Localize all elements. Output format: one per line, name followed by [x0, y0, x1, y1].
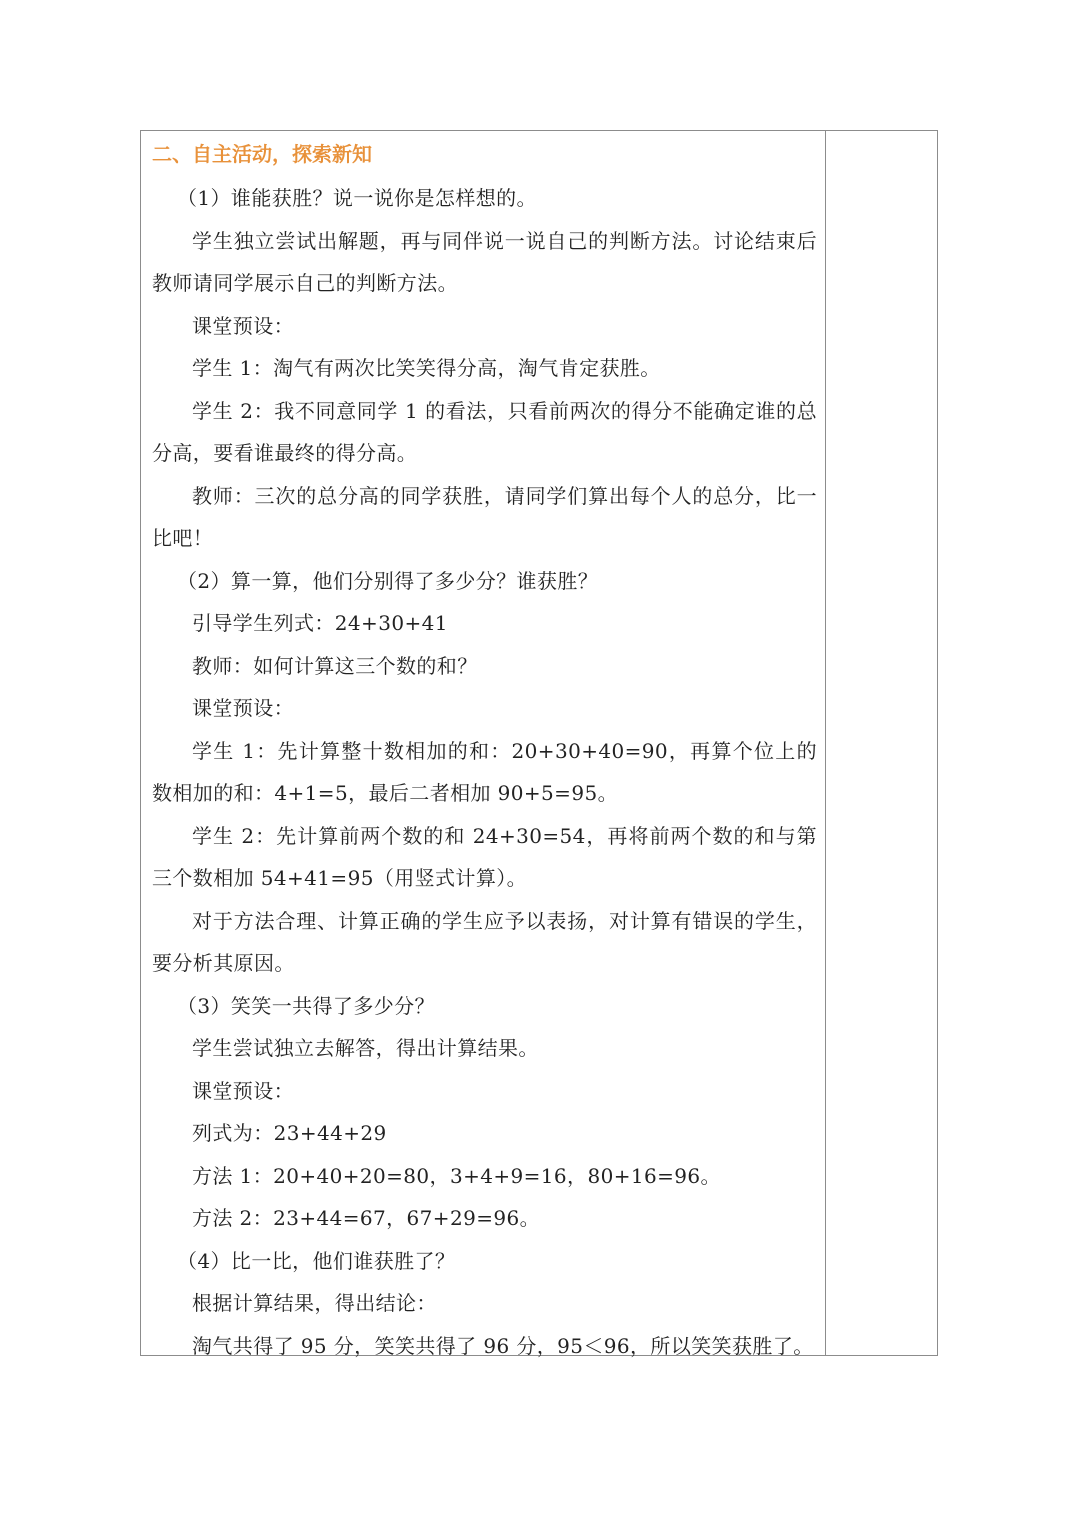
lesson-paragraph: （1）谁能获胜？说一说你是怎样想的。 [177, 186, 537, 210]
section-title: 二、自主活动，探索新知 [152, 142, 372, 166]
lesson-paragraph: 引导学生列式：24+30+41 [192, 611, 448, 635]
lesson-paragraph: 方法 2：23+44=67，67+29=96。 [192, 1206, 541, 1230]
lesson-paragraph: （4）比一比，他们谁获胜了？ [177, 1248, 456, 1273]
lesson-paragraph: 课堂预设： [192, 1078, 294, 1103]
lesson-paragraph: （2）算一算，他们分别得了多少分？谁获胜？ [177, 568, 599, 593]
lesson-paragraph: 课堂预设： [192, 696, 294, 720]
lesson-paragraph: 学生 2：先计算前两个数的和 24+30=54，再将前两个数的和与第三个数相加 54+41=95（用竖式计算）。 [152, 823, 817, 890]
lesson-plan-table [140, 130, 938, 1356]
lesson-paragraph: 学生 2：我不同意同学 1 的看法，只看前两次的得分不能确定谁的总分高，要看谁最终的得分高。 [152, 398, 817, 465]
lesson-paragraph: 学生尝试独立去解答，得出计算结果。 [192, 1036, 539, 1060]
lesson-paragraph: 学生 1：先计算整十数相加的和：20+30+40=90，再算个位上的数相加的和：4+1=5，最后二者相加 90+5=95。 [152, 738, 817, 805]
paragraph-list [152, 177, 817, 1367]
lesson-paragraph: 学生独立尝试出解题，再与同伴说一说自己的判断方法。讨论结束后教师请同学展示自己的判断方法。 [152, 228, 817, 295]
lesson-paragraph: 淘气共得了 95 分，笑笑共得了 96 分，95＜96，所以笑笑获胜了。 [192, 1333, 814, 1358]
lesson-paragraph: 列式为：23+44+29 [192, 1121, 387, 1145]
lesson-paragraph: 教师：如何计算这三个数的和？ [192, 653, 478, 678]
notes-cell [826, 131, 937, 1355]
lesson-paragraph: 根据计算结果，得出结论： [192, 1291, 437, 1315]
lesson-paragraph: 课堂预设： [192, 313, 294, 338]
lesson-paragraph: （3）笑笑一共得了多少分？ [177, 993, 435, 1018]
lesson-content-cell [141, 131, 825, 1358]
lesson-paragraph: 学生 1：淘气有两次比笑笑得分高，淘气肯定获胜。 [192, 356, 661, 380]
lesson-paragraph: 对于方法合理、计算正确的学生应予以表扬，对计算有错误的学生，要分析其原因。 [152, 908, 817, 975]
lesson-paragraph: 教师：三次的总分高的同学获胜，请同学们算出每个人的总分，比一比吧！ [152, 483, 817, 550]
lesson-paragraph: 方法 1：20+40+20=80，3+4+9=16，80+16=96。 [192, 1163, 721, 1188]
